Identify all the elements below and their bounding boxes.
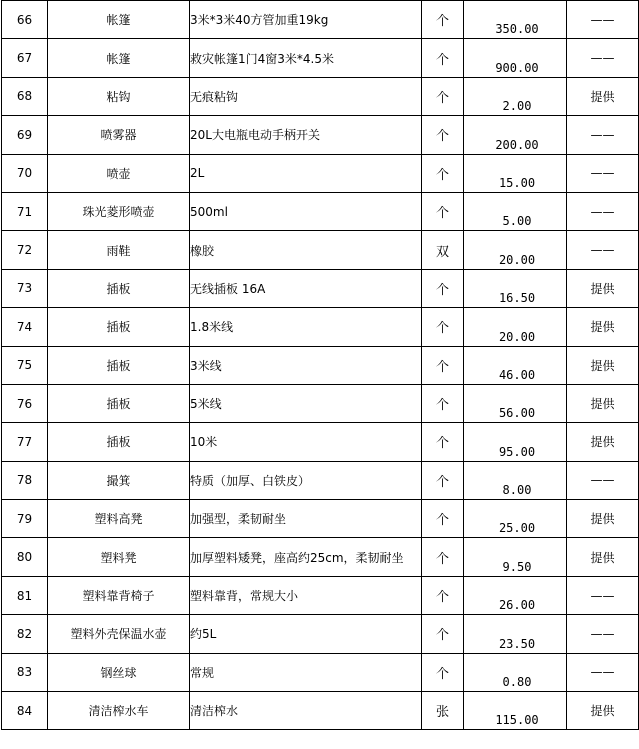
- row-number-cell: [2, 538, 48, 576]
- item-unit-cell: [422, 461, 464, 499]
- item-note: ——: [590, 12, 615, 27]
- item-price: 5.00: [502, 214, 532, 229]
- item-name-cell: [48, 500, 190, 538]
- item-unit-cell: [422, 538, 464, 576]
- item-price-cell: [464, 154, 567, 192]
- item-price: 350.00: [495, 22, 539, 37]
- item-note-cell: [567, 192, 639, 230]
- item-name-cell: [48, 192, 190, 230]
- item-price-cell: [464, 692, 567, 730]
- item-price: 20.00: [498, 329, 536, 344]
- table-row: [2, 231, 639, 269]
- item-note: 提供: [590, 397, 615, 412]
- item-name: 帐篷: [106, 13, 131, 28]
- row-number: 77: [16, 434, 33, 449]
- item-name-cell: [48, 39, 190, 77]
- item-spec: 2L: [190, 166, 205, 181]
- item-price: 16.50: [498, 291, 536, 306]
- row-number-cell: [2, 231, 48, 269]
- item-spec: 橡胶: [190, 243, 215, 258]
- item-name: 雨鞋: [106, 243, 131, 258]
- item-spec: 加厚塑料矮凳，座高约25cm，柔韧耐坐: [190, 550, 404, 565]
- item-note-cell: [567, 77, 639, 115]
- item-unit-cell: [422, 308, 464, 346]
- row-number-cell: [2, 500, 48, 538]
- item-unit: 个: [435, 206, 449, 222]
- item-note-cell: [567, 461, 639, 499]
- item-note-cell: [567, 1, 639, 39]
- table-row: [2, 192, 639, 230]
- item-name: 插板: [106, 435, 131, 450]
- item-unit-cell: [422, 576, 464, 614]
- price-table: [1, 0, 639, 730]
- item-name-cell: [48, 423, 190, 461]
- item-name: 插板: [106, 281, 131, 296]
- item-note: 提供: [590, 550, 615, 565]
- item-name-cell: [48, 1, 190, 39]
- item-name: 清洁榨水车: [88, 704, 149, 719]
- item-unit: 个: [435, 398, 449, 414]
- table-row: [2, 39, 639, 77]
- item-price-cell: [464, 308, 567, 346]
- item-name: 插板: [106, 358, 131, 373]
- item-unit: 个: [435, 551, 449, 567]
- item-unit: 个: [435, 359, 449, 375]
- row-number: 79: [16, 511, 33, 526]
- item-price: 46.00: [498, 367, 536, 382]
- item-unit-cell: [422, 423, 464, 461]
- item-price-cell: [464, 423, 567, 461]
- item-name-cell: [48, 461, 190, 499]
- item-spec: 5米线: [190, 397, 222, 412]
- table-row: [2, 538, 639, 576]
- item-note: ——: [590, 588, 615, 603]
- row-number: 72: [16, 243, 33, 258]
- item-spec: 常规: [190, 665, 215, 680]
- item-unit-cell: [422, 39, 464, 77]
- item-spec-cell: [190, 192, 422, 230]
- item-unit-cell: [422, 154, 464, 192]
- item-spec: 10米: [190, 435, 218, 450]
- item-price-cell: [464, 500, 567, 538]
- item-note: ——: [590, 243, 615, 258]
- row-number: 75: [16, 358, 33, 373]
- item-name: 插板: [106, 397, 131, 412]
- item-price-cell: [464, 231, 567, 269]
- row-number-cell: [2, 77, 48, 115]
- item-note: 提供: [590, 512, 615, 527]
- item-unit: 个: [435, 513, 449, 529]
- item-unit: 个: [435, 666, 449, 682]
- item-spec-cell: [190, 154, 422, 192]
- table-row: [2, 576, 639, 614]
- row-number: 68: [16, 89, 33, 104]
- item-spec-cell: [190, 461, 422, 499]
- item-note-cell: [567, 308, 639, 346]
- table-row: [2, 461, 639, 499]
- item-price-cell: [464, 1, 567, 39]
- item-unit: 个: [435, 14, 449, 30]
- item-note: ——: [590, 127, 615, 142]
- item-name: 撮箕: [106, 473, 131, 488]
- item-price-cell: [464, 346, 567, 384]
- row-number: 81: [16, 588, 33, 603]
- row-number-cell: [2, 269, 48, 307]
- item-note-cell: [567, 346, 639, 384]
- item-unit-cell: [422, 500, 464, 538]
- item-unit: 个: [435, 90, 449, 106]
- item-spec-cell: [190, 346, 422, 384]
- row-number-cell: [2, 576, 48, 614]
- item-spec: 1.8米线: [190, 320, 234, 335]
- row-number-cell: [2, 384, 48, 422]
- item-name-cell: [48, 77, 190, 115]
- item-spec: 3米*3米40方管加重19kg: [190, 13, 329, 28]
- item-price: 20.00: [498, 252, 536, 267]
- item-spec-cell: [190, 116, 422, 154]
- item-name: 塑料靠背椅子: [82, 589, 155, 604]
- item-spec: 特质（加厚、白铁皮）: [190, 473, 311, 488]
- item-price-cell: [464, 538, 567, 576]
- item-price: 23.50: [498, 636, 536, 651]
- table-row: [2, 1, 639, 39]
- row-number: 83: [16, 665, 33, 680]
- row-number-cell: [2, 346, 48, 384]
- item-note: ——: [590, 51, 615, 66]
- item-note-cell: [567, 231, 639, 269]
- item-note-cell: [567, 116, 639, 154]
- row-number-cell: [2, 692, 48, 730]
- row-number: 66: [16, 12, 33, 27]
- item-name-cell: [48, 692, 190, 730]
- item-spec-cell: [190, 308, 422, 346]
- item-price: 2.00: [502, 99, 532, 114]
- item-spec: 3米线: [190, 358, 222, 373]
- item-note-cell: [567, 269, 639, 307]
- item-unit: 个: [435, 282, 449, 298]
- item-name-cell: [48, 346, 190, 384]
- row-number-cell: [2, 308, 48, 346]
- item-name: 帐篷: [106, 51, 131, 66]
- item-spec-cell: [190, 384, 422, 422]
- item-name-cell: [48, 269, 190, 307]
- row-number: 80: [16, 550, 33, 565]
- item-unit: 个: [435, 436, 449, 452]
- item-price: 26.00: [498, 598, 536, 613]
- item-unit-cell: [422, 77, 464, 115]
- item-price-cell: [464, 116, 567, 154]
- item-note-cell: [567, 384, 639, 422]
- item-spec: 塑料靠背，常规大小: [190, 589, 299, 604]
- row-number-cell: [2, 653, 48, 691]
- row-number-cell: [2, 39, 48, 77]
- row-number: 78: [16, 473, 33, 488]
- item-price: 900.00: [495, 60, 539, 75]
- item-price: 15.00: [498, 175, 536, 190]
- table-row: [2, 77, 639, 115]
- item-spec-cell: [190, 615, 422, 653]
- row-number-cell: [2, 192, 48, 230]
- item-price-cell: [464, 653, 567, 691]
- row-number-cell: [2, 1, 48, 39]
- row-number: 73: [16, 281, 33, 296]
- item-note: 提供: [590, 320, 615, 335]
- item-name-cell: [48, 116, 190, 154]
- item-price: 8.00: [502, 483, 532, 498]
- item-name: 粘钩: [106, 89, 131, 104]
- item-spec: 救灾帐篷1门4窗3米*4.5米: [190, 51, 334, 66]
- item-unit: 个: [435, 474, 449, 490]
- item-spec-cell: [190, 231, 422, 269]
- table-body: [2, 1, 639, 730]
- item-name: 珠光菱形喷壶: [82, 205, 155, 220]
- item-note: ——: [590, 204, 615, 219]
- item-note: 提供: [590, 704, 615, 719]
- table-row: [2, 116, 639, 154]
- item-spec: 20L大电瓶电动手柄开关: [190, 128, 320, 143]
- item-spec-cell: [190, 269, 422, 307]
- item-name-cell: [48, 384, 190, 422]
- item-note-cell: [567, 692, 639, 730]
- item-price: 25.00: [498, 521, 536, 536]
- item-unit: 张: [435, 705, 449, 721]
- table-row: [2, 615, 639, 653]
- item-unit: 个: [435, 628, 449, 644]
- item-price-cell: [464, 576, 567, 614]
- table-row: [2, 384, 639, 422]
- item-note: ——: [590, 665, 615, 680]
- row-number: 71: [16, 204, 33, 219]
- row-number-cell: [2, 154, 48, 192]
- item-note-cell: [567, 154, 639, 192]
- item-price: 200.00: [495, 137, 539, 152]
- item-spec: 500ml: [190, 204, 228, 219]
- item-name-cell: [48, 308, 190, 346]
- item-note-cell: [567, 653, 639, 691]
- item-price: 0.80: [502, 675, 532, 690]
- item-spec-cell: [190, 77, 422, 115]
- item-name: 喷壶: [106, 166, 131, 181]
- item-note-cell: [567, 500, 639, 538]
- table-row: [2, 653, 639, 691]
- item-unit-cell: [422, 384, 464, 422]
- item-spec-cell: [190, 692, 422, 730]
- item-unit: 个: [435, 321, 449, 337]
- row-number: 70: [16, 166, 33, 181]
- item-unit: 个: [435, 129, 449, 145]
- item-unit: 双: [435, 244, 449, 260]
- row-number-cell: [2, 615, 48, 653]
- item-note: 提供: [590, 89, 615, 104]
- item-note-cell: [567, 538, 639, 576]
- item-unit-cell: [422, 346, 464, 384]
- item-name-cell: [48, 231, 190, 269]
- item-name-cell: [48, 538, 190, 576]
- row-number: 67: [16, 51, 33, 66]
- item-spec: 无线插板 16A: [190, 281, 266, 296]
- item-name: 塑料高凳: [94, 512, 143, 527]
- item-name: 塑料凳: [100, 550, 137, 565]
- item-note-cell: [567, 615, 639, 653]
- table-row: [2, 308, 639, 346]
- item-price: 9.50: [502, 559, 532, 574]
- table-row: [2, 346, 639, 384]
- row-number: 74: [16, 319, 33, 334]
- item-note-cell: [567, 576, 639, 614]
- row-number: 76: [16, 396, 33, 411]
- table-row: [2, 423, 639, 461]
- item-unit-cell: [422, 1, 464, 39]
- item-price: 115.00: [495, 713, 539, 728]
- item-name: 钢丝球: [100, 665, 137, 680]
- item-spec: 清洁榨水: [190, 704, 239, 719]
- item-spec-cell: [190, 576, 422, 614]
- item-spec-cell: [190, 423, 422, 461]
- item-unit-cell: [422, 116, 464, 154]
- item-note: 提供: [590, 281, 615, 296]
- table-row: [2, 692, 639, 730]
- item-unit: 个: [435, 590, 449, 606]
- item-note-cell: [567, 39, 639, 77]
- item-spec: 无痕粘钩: [190, 89, 239, 104]
- item-note: 提供: [590, 358, 615, 373]
- item-unit-cell: [422, 653, 464, 691]
- item-note: ——: [590, 166, 615, 181]
- item-unit-cell: [422, 269, 464, 307]
- item-name-cell: [48, 653, 190, 691]
- item-unit-cell: [422, 192, 464, 230]
- item-price-cell: [464, 39, 567, 77]
- item-price-cell: [464, 77, 567, 115]
- item-name: 塑料外壳保温水壶: [70, 627, 167, 642]
- item-name-cell: [48, 154, 190, 192]
- item-unit: 个: [435, 167, 449, 183]
- item-unit-cell: [422, 615, 464, 653]
- item-note: ——: [590, 473, 615, 488]
- item-spec: 约5L: [190, 627, 217, 642]
- item-spec-cell: [190, 538, 422, 576]
- table-row: [2, 154, 639, 192]
- item-spec: 加强型，柔韧耐坐: [190, 512, 287, 527]
- row-number: 69: [16, 127, 33, 142]
- row-number-cell: [2, 423, 48, 461]
- item-note: 提供: [590, 435, 615, 450]
- item-price: 56.00: [498, 406, 536, 421]
- table-row: [2, 500, 639, 538]
- item-unit: 个: [435, 52, 449, 68]
- item-price-cell: [464, 384, 567, 422]
- item-price: 95.00: [498, 444, 536, 459]
- item-unit-cell: [422, 692, 464, 730]
- item-price-cell: [464, 615, 567, 653]
- row-number: 82: [16, 626, 33, 641]
- item-price-cell: [464, 461, 567, 499]
- item-spec-cell: [190, 653, 422, 691]
- item-unit-cell: [422, 231, 464, 269]
- item-spec-cell: [190, 500, 422, 538]
- row-number-cell: [2, 116, 48, 154]
- item-price-cell: [464, 192, 567, 230]
- item-note-cell: [567, 423, 639, 461]
- item-name: 插板: [106, 320, 131, 335]
- item-spec-cell: [190, 39, 422, 77]
- item-name-cell: [48, 576, 190, 614]
- item-name: 喷雾器: [100, 128, 137, 143]
- row-number-cell: [2, 461, 48, 499]
- table-row: [2, 269, 639, 307]
- item-price-cell: [464, 269, 567, 307]
- row-number: 84: [16, 703, 33, 718]
- item-name-cell: [48, 615, 190, 653]
- item-note: ——: [590, 626, 615, 641]
- item-spec-cell: [190, 1, 422, 39]
